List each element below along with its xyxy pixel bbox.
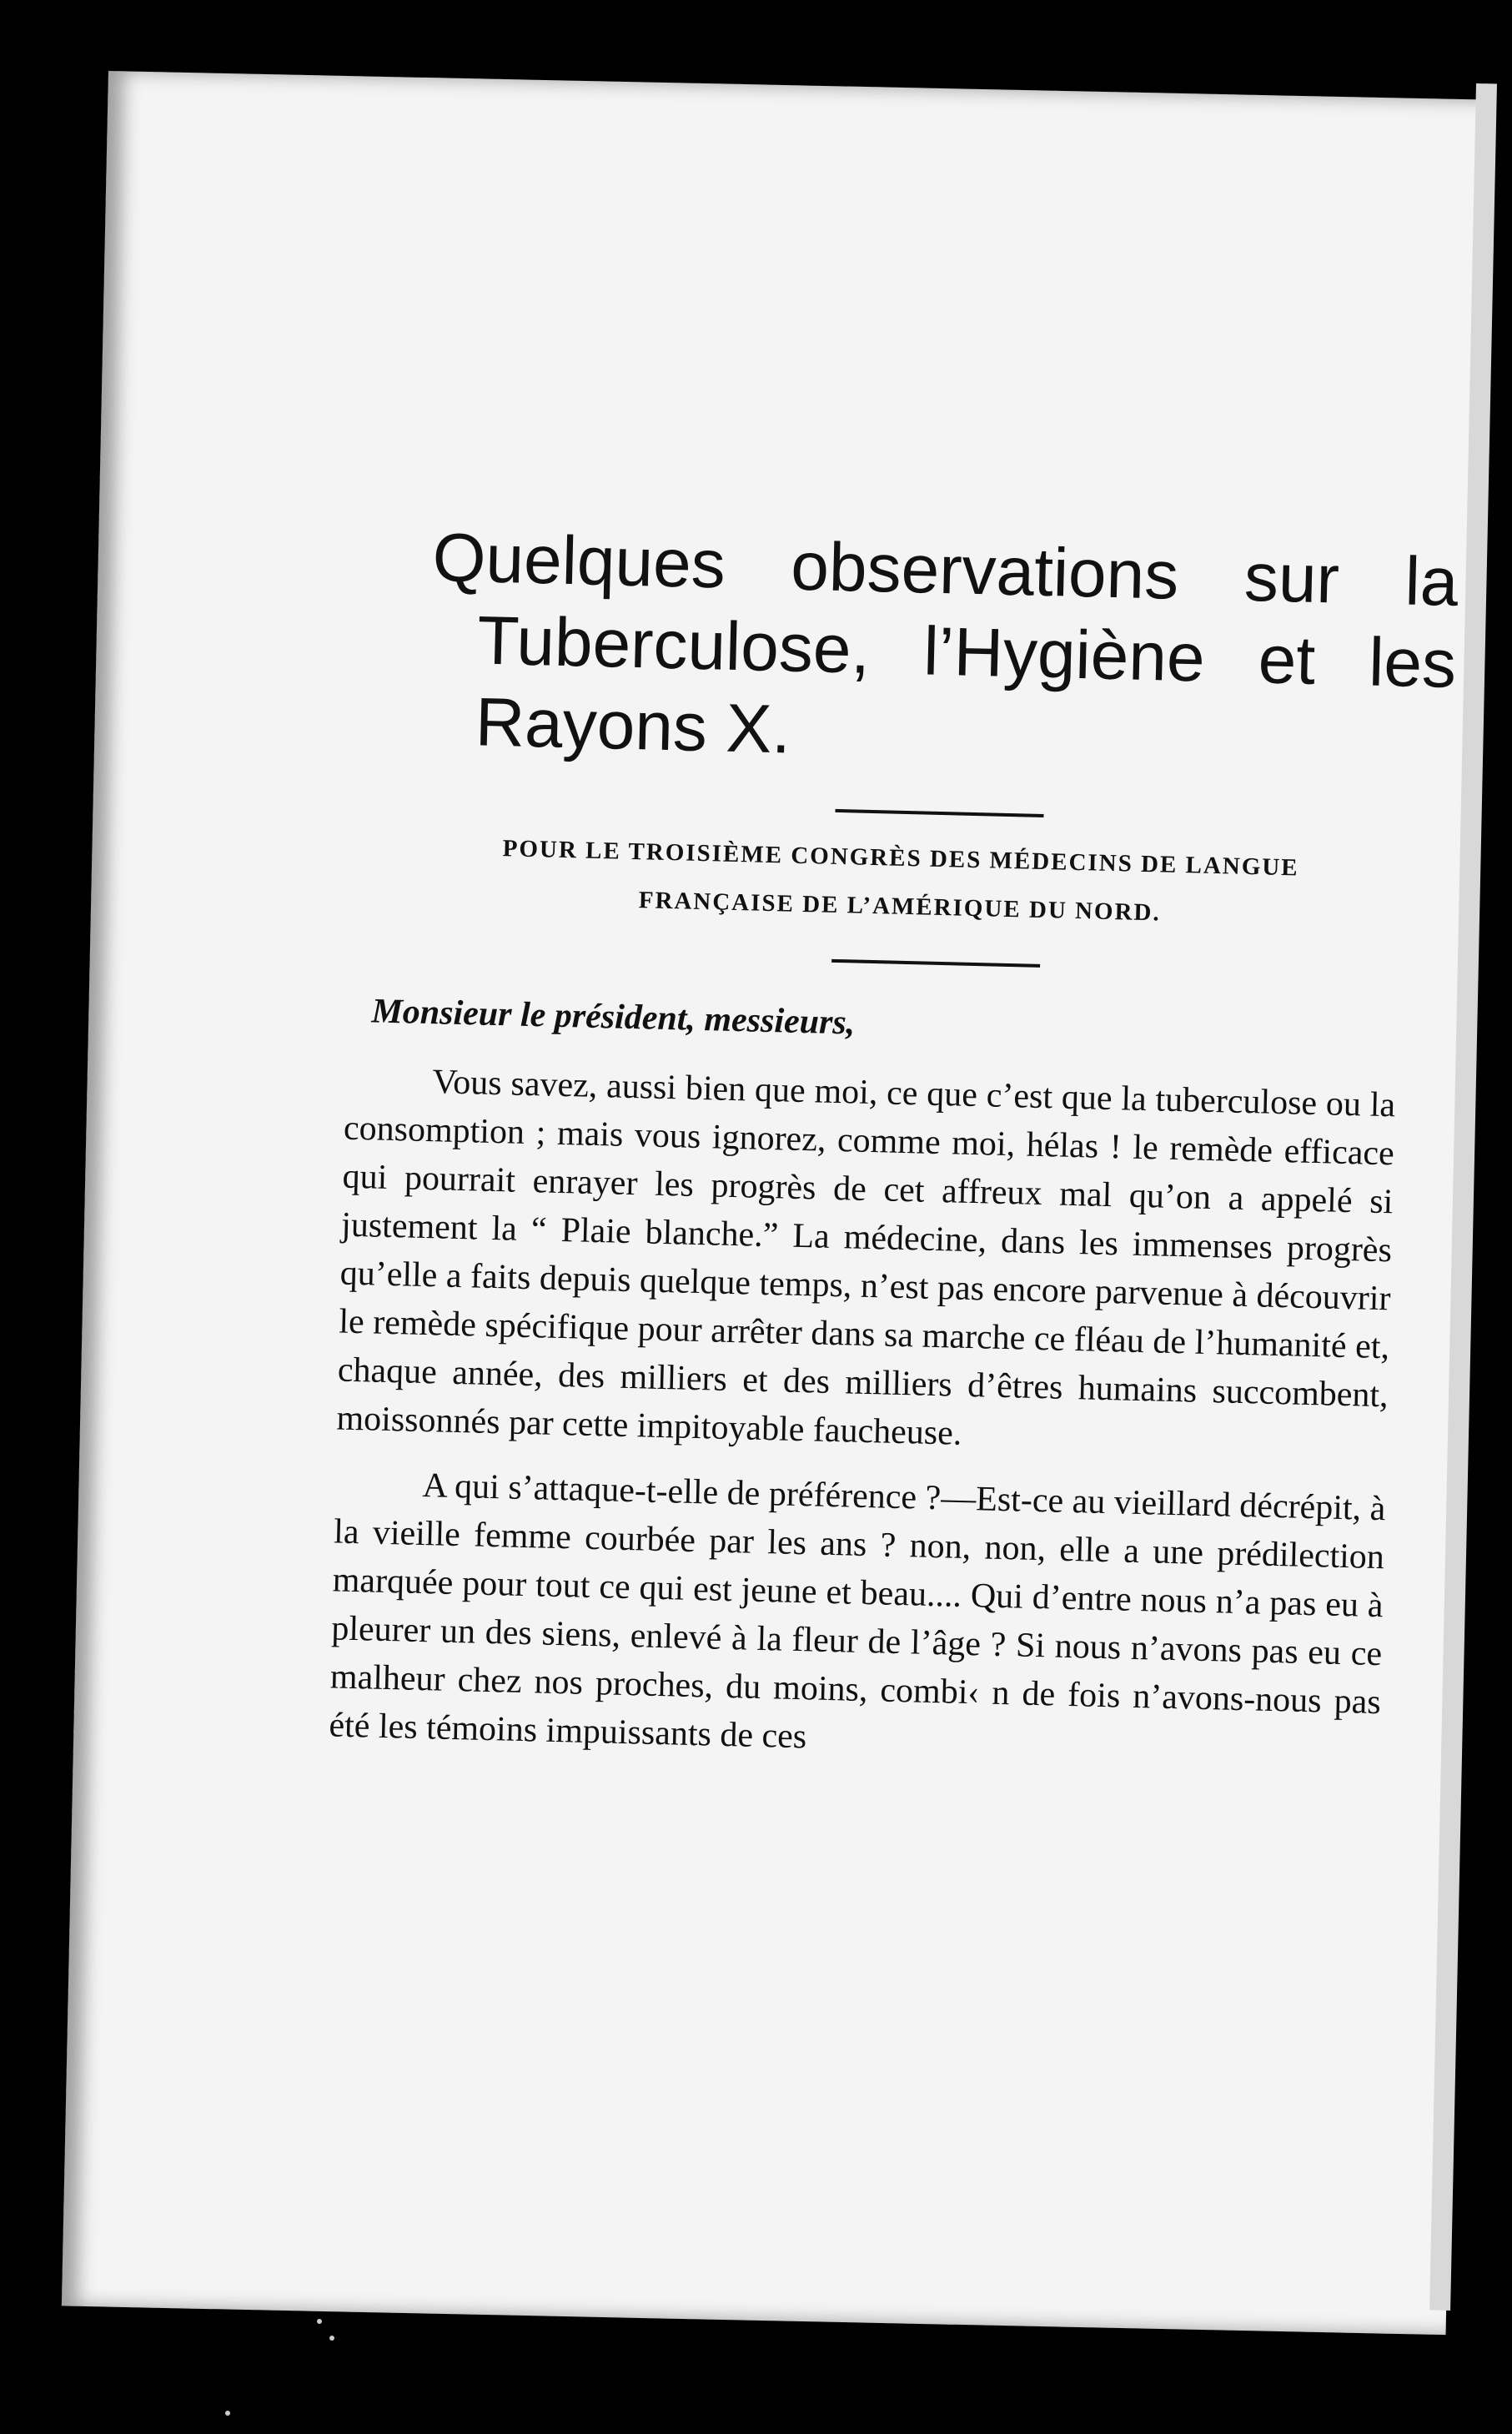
page-title: Quelques observations sur la Tuberculose, l’Hygiène et les Rayons X. <box>431 519 1459 768</box>
divider-rule <box>831 959 1040 968</box>
salutation: Monsieur le président, messieurs, <box>370 992 856 1043</box>
body-paragraph: Vous savez, aussi bien que moi, ce que c’est que la tuberculose ou la consomption ; mais vous ignorez, comme moi, hélas ! le remède efficace qui pourrait enrayer les progrès de cet affreux mal qu’on a appelé si justement la “ Plaie blanche.” La médecine, dans les immenses progrès qu’elle a faits depuis quelque temps, n’est pas encore parvenue à découvrir le remède spécifique pour arrêter dans sa marche ce fléau de l’humanité et, chaque année, des milliers et des milliers d’êtres humains succombent, moissonnés par cette impitoyable faucheuse. <box>336 1063 1396 1453</box>
scan-speck <box>317 2319 322 2324</box>
scan-speck <box>225 2411 230 2416</box>
subtitle-line: FRANÇAISE DE L’AMÉRIQUE DU NORD. <box>638 887 1162 927</box>
scan-speck <box>329 2336 334 2341</box>
body-paragraph: A qui s’attaque-t-elle de préférence ?—Est-ce au vieillard décrépit, à la vieille femme courbée par les ans ? non, non, elle a une prédilection marquée pour tout ce qui est jeune et beau.... Qui d’entre nous n’a pas eu à pleurer un des siens, enlevé à la fleur de l’âge ? Si nous n’avons pas eu ce malheur chez nos proches, du moins, combi‹ n de fois n’avons-nous pas été les témoins impuissants de ces <box>329 1466 1386 1757</box>
page-content <box>329 517 1459 1777</box>
subtitle <box>365 821 1434 943</box>
subtitle-line: POUR LE TROISIÈME CONGRÈS DES MÉDECINS DE LANGUE <box>502 835 1300 882</box>
divider-rule <box>835 809 1043 817</box>
